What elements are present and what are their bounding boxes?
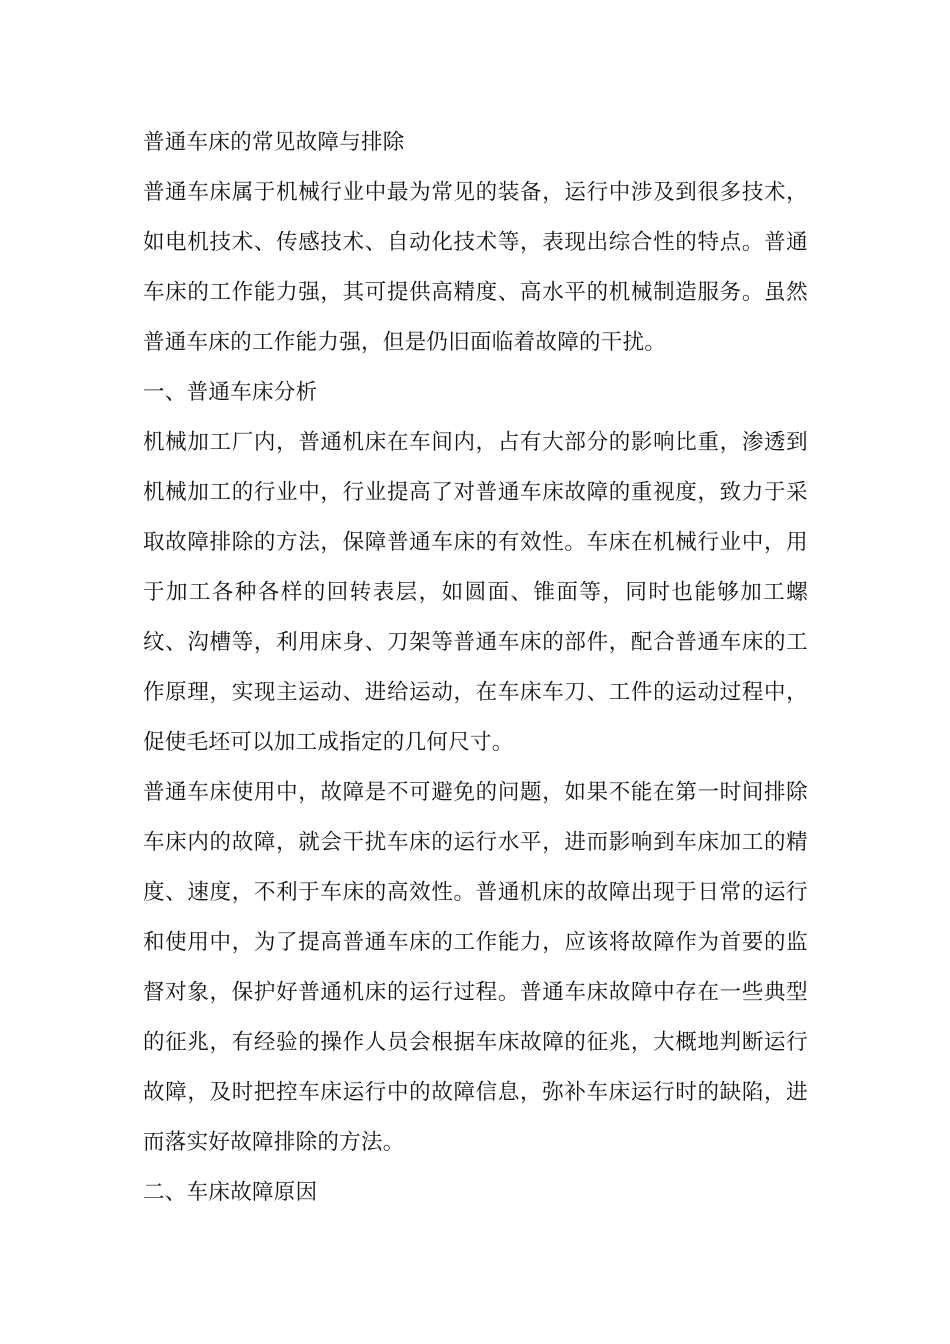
section-1-paragraph-2: 普通车床使用中，故障是不可避免的问题，如果不能在第一时间排除车床内的故障，就会干扰车床的运行水平，进而影响到车床加工的精度、速度，不利于车床的高效性。普通机床的故障出现于日常的运行和使用中，为了提高普通车床的工作能力，应该将故障作为首要的监督对象，保护好普通机床的运行过程。普通车床故障中存在一些典型的征兆，有经验的操作人员会根据车床故障的征兆，大概地判断运行故障，及时把控车床运行中的故障信息，弥补车床运行时的缺陷，进而落实好故障排除的方法。 bbox=[143, 780, 808, 1155]
section-2-heading: 二、车床故障原因 bbox=[143, 1180, 318, 1205]
section-1-paragraph-1: 机械加工厂内，普通机床在车间内，占有大部分的影响比重，渗透到机械加工的行业中，行业提高了对普通车床故障的重视度，致力于采取故障排除的方法，保障普通车床的有效性。车床在机械行业中，用于加工各种各样的回转表层，如圆面、锥面等，同时也能够加工螺纹、沟槽等，利用床身、刀架等普通车床的部件，配合普通车床的工作原理，实现主运动、进给运动，在车床车刀、工件的运动过程中，促使毛坯可以加工成指定的几何尺寸。 bbox=[143, 430, 808, 755]
intro-paragraph: 普通车床属于机械行业中最为常见的装备，运行中涉及到很多技术，如电机技术、传感技术、自动化技术等，表现出综合性的特点。普通车床的工作能力强，其可提供高精度、高水平的机械制造服务。虽然普通车床的工作能力强，但是仍旧面临着故障的干扰。 bbox=[143, 180, 808, 355]
section-1-heading: 一、普通车床分析 bbox=[143, 380, 318, 405]
document-page bbox=[143, 118, 808, 1218]
document-title: 普通车床的常见故障与排除 bbox=[143, 130, 405, 155]
